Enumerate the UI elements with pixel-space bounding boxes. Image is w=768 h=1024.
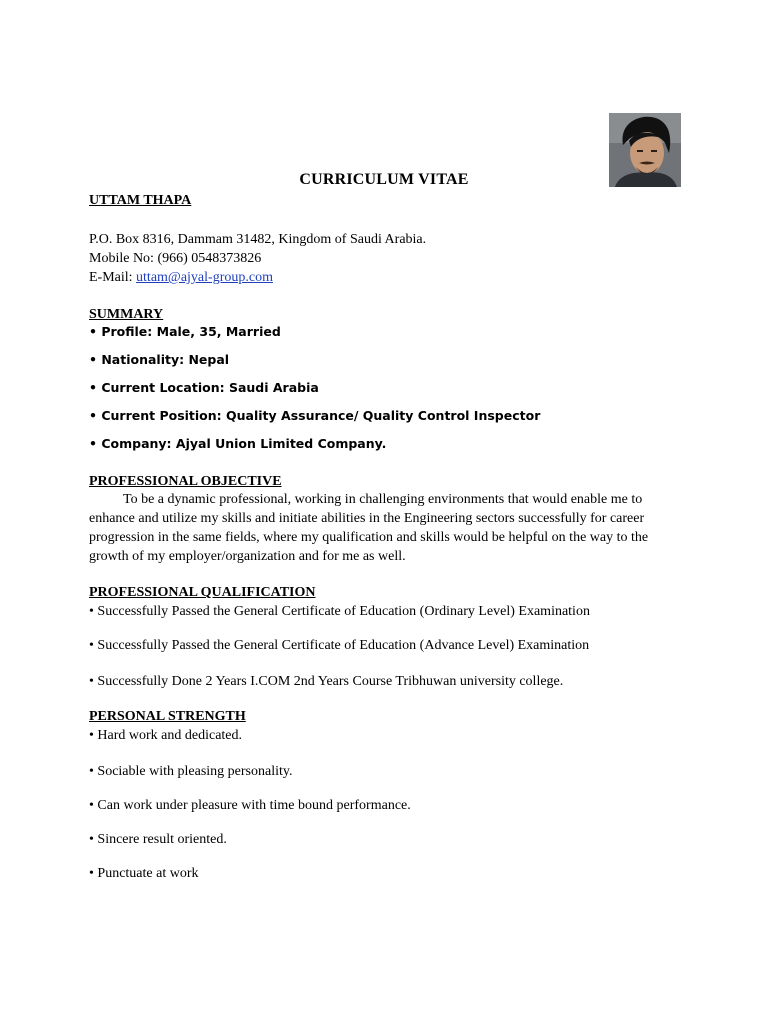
strength-item: • Sincere result oriented.: [89, 832, 227, 847]
summary-item-nationality: • Nationality: Nepal: [89, 352, 230, 367]
strength-item: • Sociable with pleasing personality.: [89, 764, 293, 779]
qualification-item: • Successfully Passed the General Certificate of Education (Advance Level) Examination: [89, 638, 590, 653]
objective-heading: PROFESSIONAL OBJECTIVE: [89, 474, 282, 489]
summary-list: [89, 323, 679, 463]
summary-item-location: • Current Location: Saudi Arabia: [89, 380, 319, 395]
strength-item: • Punctuate at work: [89, 866, 199, 881]
email-line: [89, 268, 679, 287]
objective-paragraph: [89, 490, 674, 566]
contact-block: [89, 230, 679, 287]
qualification-item: • Successfully Passed the General Certificate of Education (Ordinary Level) Examination: [89, 604, 590, 619]
strength-heading: PERSONAL STRENGTH: [89, 709, 246, 724]
summary-item-profile: • Profile: Male, 35, Married: [89, 324, 281, 339]
email-link[interactable]: uttam@ajyal-group.com: [136, 270, 273, 285]
objective-text: To be a dynamic professional, working in challenging environments that would enable me to enhance and utilize my skills and initiate abilities in the Engineering sectors successfully for career progression in the same fields, where my qualification and skills would be helpful on the way to the growth of my employer/organization and for me as well.: [89, 492, 649, 564]
strength-item: • Can work under pleasure with time bound performance.: [89, 798, 411, 813]
summary-item-position: • Current Position: Quality Assurance/ Quality Control Inspector: [89, 408, 541, 423]
strength-item: • Hard work and dedicated.: [89, 728, 243, 743]
summary-item-company: • Company: Ajyal Union Limited Company.: [89, 436, 387, 451]
document-title: CURRICULUM VITAE: [299, 171, 469, 188]
mobile-line: Mobile No: (966) 0548373826: [89, 251, 262, 266]
summary-heading: SUMMARY: [89, 307, 164, 322]
candidate-name: UTTAM THAPA: [89, 193, 192, 208]
qualification-item: • Successfully Done 2 Years I.COM 2nd Years Course Tribhuwan university college.: [89, 674, 564, 689]
address-line: P.O. Box 8316, Dammam 31482, Kingdom of Saudi Arabia.: [89, 232, 427, 247]
qualification-heading: PROFESSIONAL QUALIFICATION: [89, 585, 316, 600]
email-label: E-Mail:: [89, 270, 137, 285]
